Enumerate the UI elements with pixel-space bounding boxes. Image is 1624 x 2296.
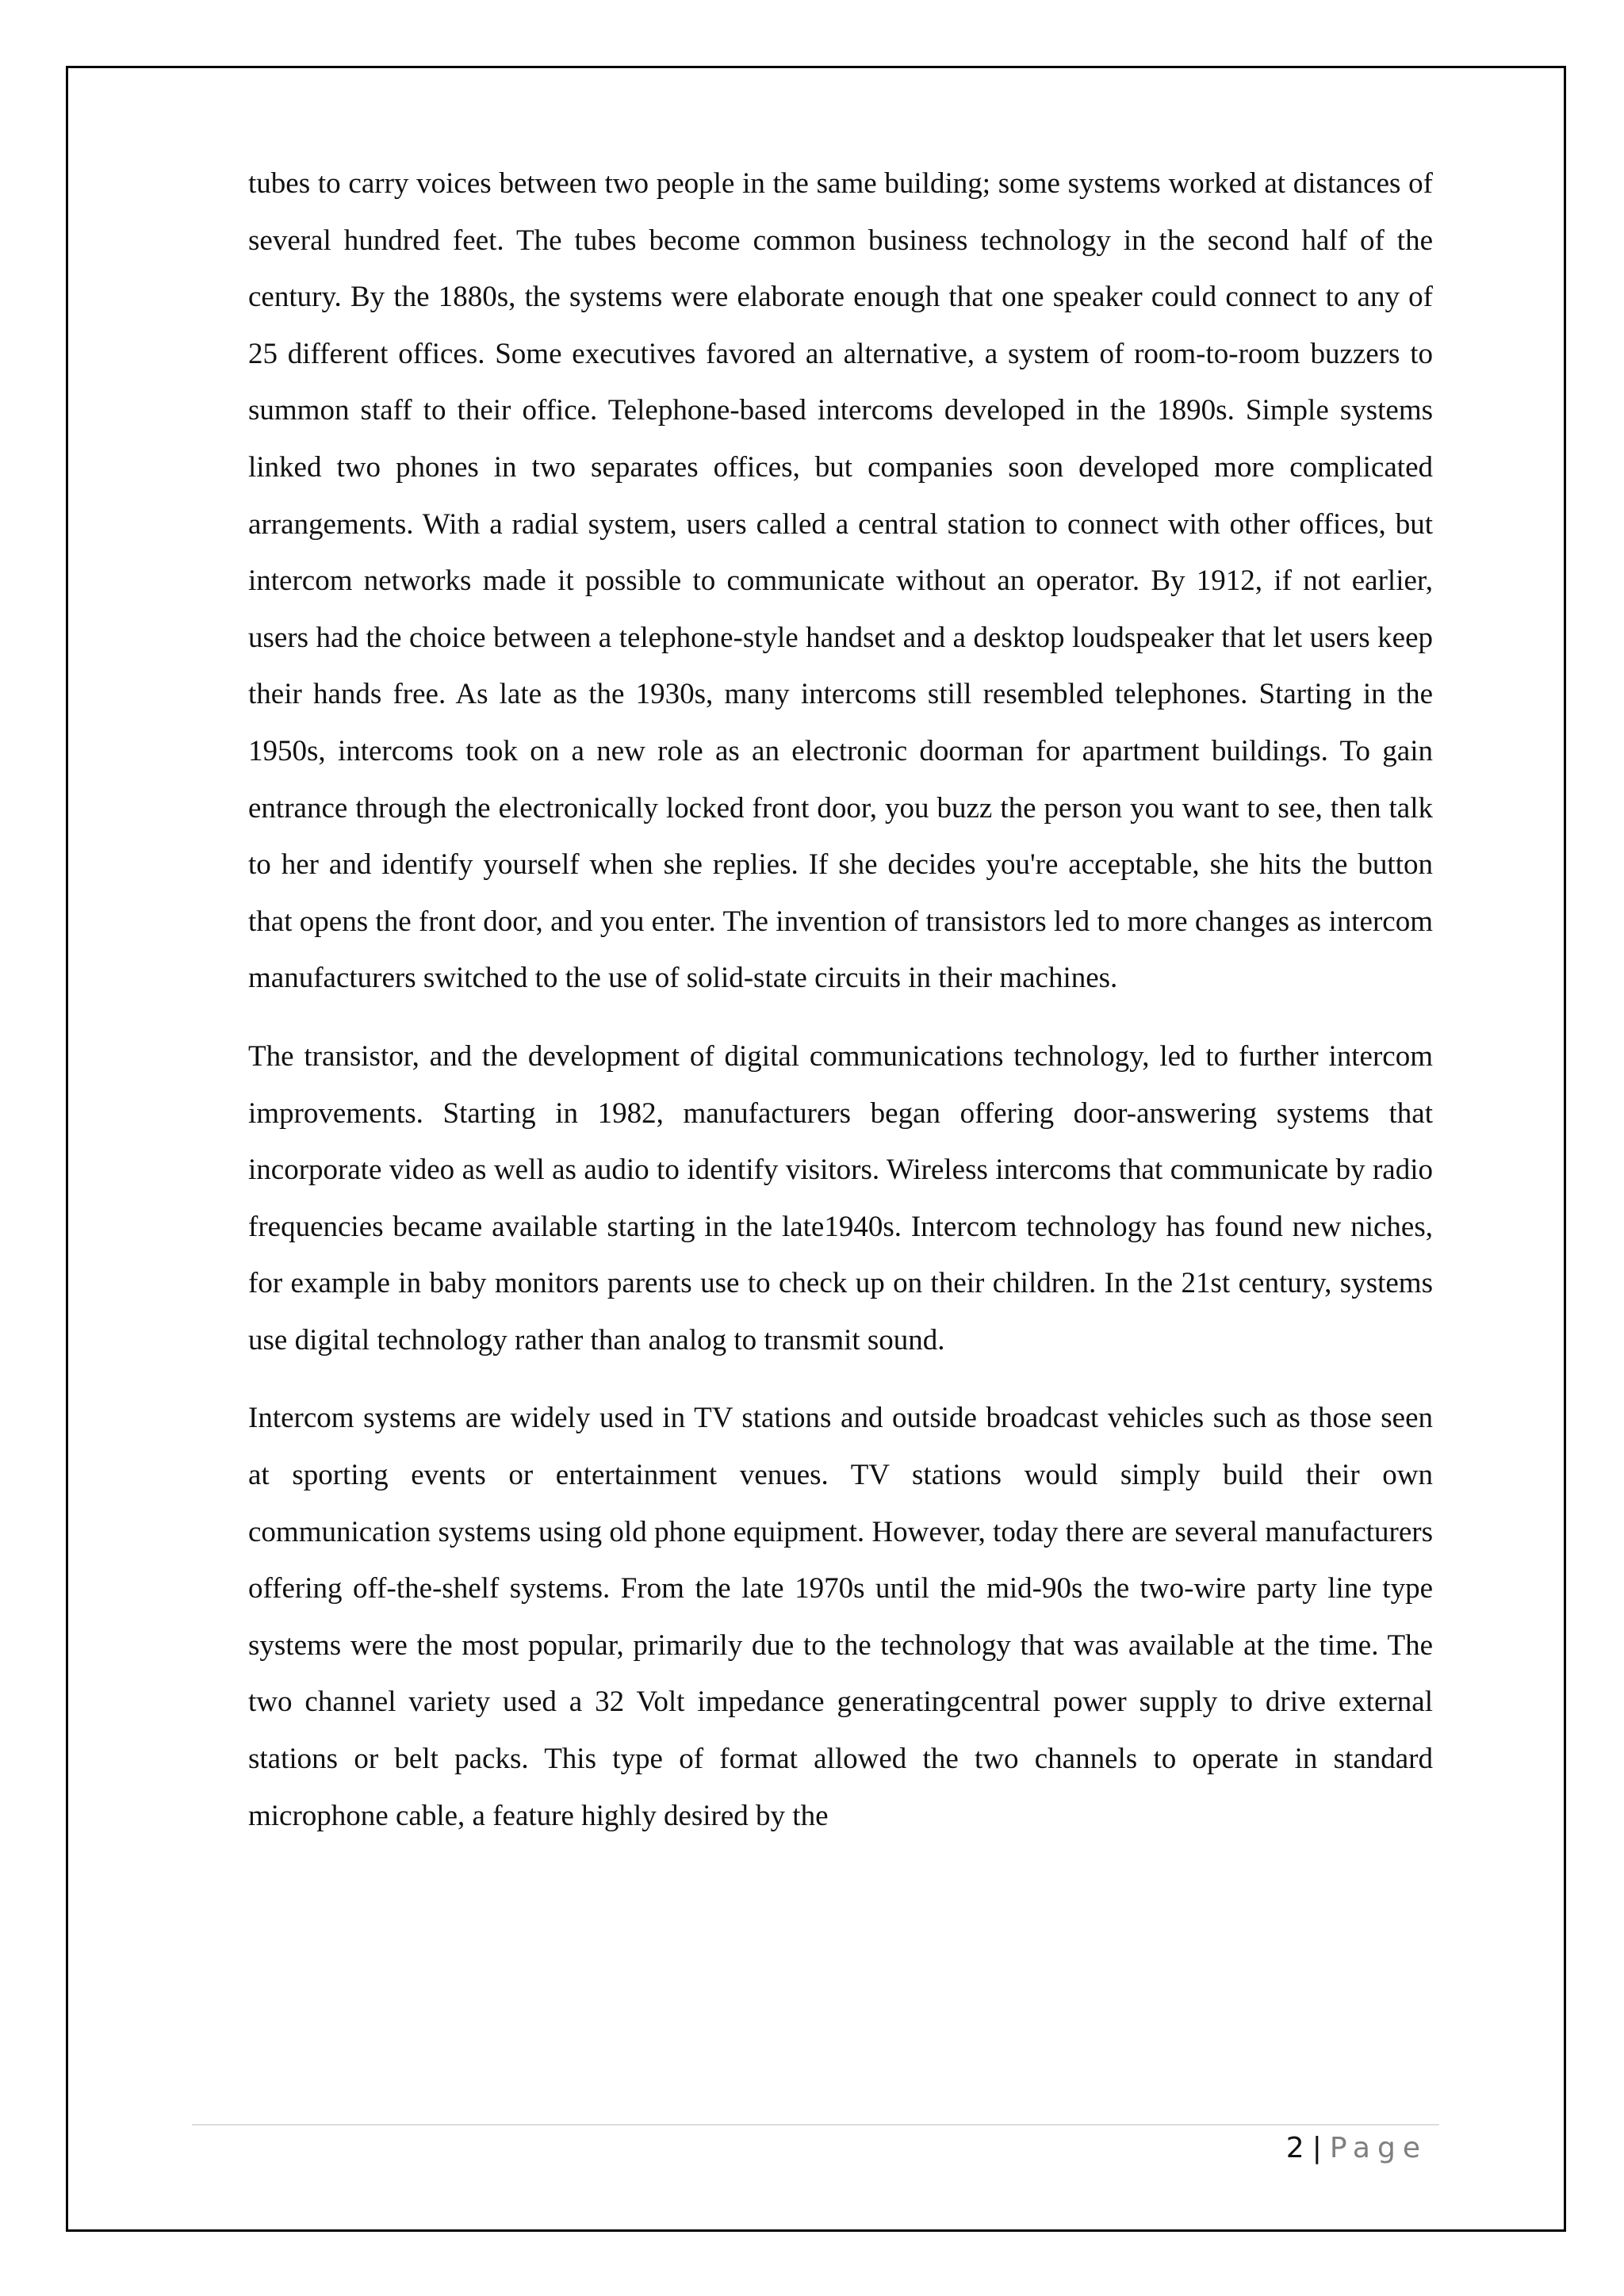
page-number-footer <box>1286 2131 1427 2166</box>
page-number-separator: | <box>1312 2132 1322 2164</box>
paragraph-1: tubes to carry voices between two people in the same building; some systems worked at distances of several hundred feet. The tubes become common business technology in the second half of the century. By the 1880s, the systems were elaborate enough that one speaker could connect to any of 25 different offices. Some executives favored an alternative, a system of room-to-room buzzers to summon staff to their office. Telephone-based intercoms developed in the 1890s. Simple systems linked two phones in two separates offices, but companies soon developed more complicated arrangements. With a radial system, users called a central station to connect with other offices, but intercom networks made it possible to communicate without an operator. By 1912, if not earlier, users had the choice between a telephone-style handset and a desktop loudspeaker that let users keep their hands free. As late as the 1930s, many intercoms still resembled telephones. Starting in the 1950s, intercoms took on a new role as an electronic doorman for apartment buildings. To gain entrance through the electronically locked front door, you buzz the person you want to see, then talk to her and identify yourself when she replies. If she decides you're acceptable, she hits the button that opens the front door, and you enter. The invention of transistors led to more changes as intercom manufacturers switched to the use of solid-state circuits in their machines. <box>248 167 1433 995</box>
paragraph-3: Intercom systems are widely used in TV stations and outside broadcast vehicles such as those seen at sporting events or entertainment venues. TV stations would simply build their own communication systems using old phone equipment. However, today there are several manufacturers offering off-the-shelf systems. From the late 1970s until the mid-90s the two-wire party line type systems were the most popular, primarily due to the technology that was available at the time. The two channel variety used a 32 Volt impedance generatingcentral power supply to drive external stations or belt packs. This type of format allowed the two channels to operate in standard microphone cable, a feature highly desired by the <box>248 1402 1433 1832</box>
page-label: Page <box>1329 2132 1427 2164</box>
footer-divider <box>192 2124 1439 2126</box>
body-text <box>248 155 1433 1866</box>
paragraph-2: The transistor, and the development of digital communications technology, led to further intercom improvements. Starting in 1982, manufacturers began offering door-answering systems that incorporate video as well as audio to identify visitors. Wireless intercoms that communicate by radio frequencies became available starting in the late1940s. Intercom technology has found new niches, for example in baby monitors parents use to check up on their children. In the 21st century, systems use digital technology rather than analog to transmit sound. <box>248 1039 1433 1357</box>
page-number: 2 <box>1285 2132 1304 2164</box>
